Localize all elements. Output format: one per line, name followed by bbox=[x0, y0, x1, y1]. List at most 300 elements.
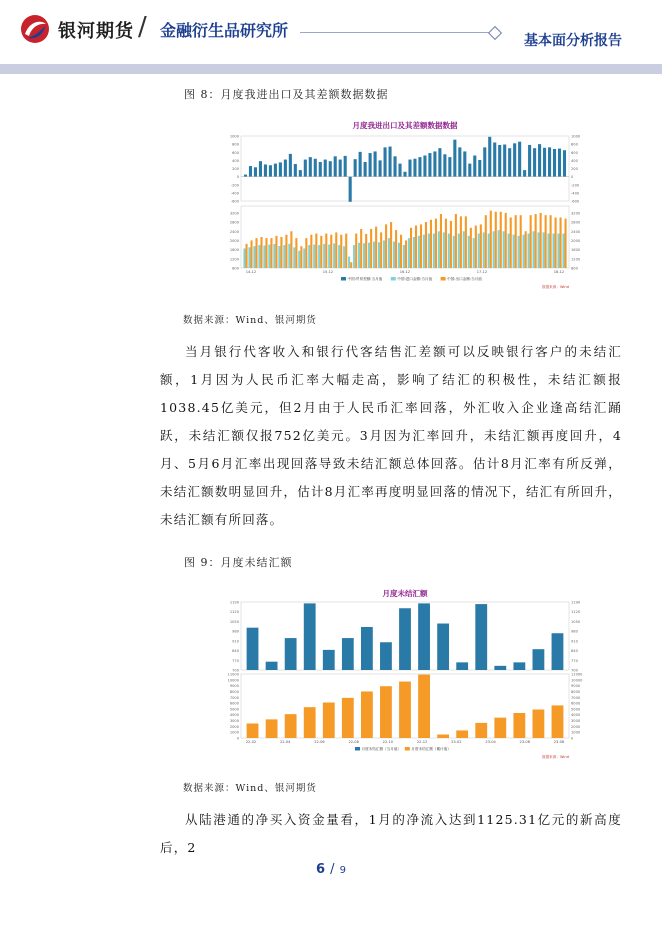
bar bbox=[360, 229, 362, 268]
y-tick-label-left: 700 bbox=[232, 668, 239, 673]
bar bbox=[385, 224, 387, 268]
bar bbox=[258, 245, 260, 268]
diamond-icon bbox=[488, 26, 502, 40]
bar bbox=[345, 234, 347, 268]
bar bbox=[300, 246, 302, 268]
bar bbox=[510, 217, 512, 268]
bar bbox=[438, 231, 440, 268]
bar bbox=[420, 224, 422, 268]
bar bbox=[513, 713, 525, 738]
x-tick-label: 22-12 bbox=[416, 740, 428, 744]
legend-label: 中国:贸易差额:当月值 bbox=[347, 277, 383, 281]
bar bbox=[523, 235, 525, 268]
y-tick-label-right: 1000 bbox=[571, 134, 581, 139]
bar bbox=[478, 234, 480, 268]
bar bbox=[557, 234, 559, 268]
y-tick-label-left: 8000 bbox=[229, 689, 239, 694]
y-tick-label-right: -200 bbox=[571, 183, 580, 188]
bar bbox=[299, 170, 302, 177]
bar bbox=[249, 166, 252, 177]
bar bbox=[393, 242, 395, 268]
bar bbox=[495, 212, 497, 268]
y-tick-label-left: 600 bbox=[232, 150, 239, 155]
bar bbox=[378, 242, 380, 268]
bar bbox=[428, 153, 431, 177]
bar bbox=[565, 219, 567, 268]
bar bbox=[266, 662, 278, 670]
bar bbox=[530, 215, 532, 268]
bar bbox=[430, 220, 432, 268]
y-tick-label-right: 800 bbox=[571, 142, 578, 147]
legend-label: 月度未结汇额（累计值） bbox=[411, 747, 451, 751]
bar bbox=[413, 159, 416, 177]
bar bbox=[515, 215, 517, 268]
bar bbox=[338, 245, 340, 268]
bar bbox=[361, 627, 373, 670]
figure9-source: 数据来源：Wind、银河期货 bbox=[183, 783, 317, 794]
bar bbox=[505, 213, 507, 268]
y-tick-label-left: 2400 bbox=[229, 229, 239, 234]
legend-swatch bbox=[355, 747, 360, 751]
bar bbox=[319, 162, 322, 177]
paragraph-2-text: 从陆港通的净买入资金量看，1月的净流入达到1125.31亿元的新高度后，2 bbox=[160, 812, 622, 855]
y-tick-label-left: 1190 bbox=[229, 600, 239, 605]
x-tick-label: 15-12 bbox=[322, 270, 334, 274]
bar bbox=[418, 603, 430, 670]
bar bbox=[455, 214, 457, 268]
bar bbox=[342, 698, 354, 738]
bar bbox=[528, 234, 530, 268]
y-tick-label-right: 3200 bbox=[571, 211, 581, 216]
y-tick-label-right: 9000 bbox=[571, 684, 581, 689]
bar bbox=[468, 164, 471, 177]
y-tick-label-left: 9000 bbox=[229, 684, 239, 689]
y-tick-label-right: 770 bbox=[571, 658, 578, 663]
bar bbox=[475, 604, 487, 670]
bar bbox=[344, 156, 347, 177]
bar bbox=[453, 140, 456, 177]
y-tick-label-left: 800 bbox=[232, 266, 239, 271]
bar bbox=[498, 145, 501, 177]
y-tick-label-left: 1000 bbox=[229, 730, 239, 735]
x-tick-label: 23-08 bbox=[553, 740, 565, 744]
x-tick-label: 16-12 bbox=[399, 270, 411, 274]
legend-swatch bbox=[405, 747, 410, 751]
bar bbox=[545, 215, 547, 268]
institute-name: 金融衍生品研究所 bbox=[160, 21, 289, 40]
legend-label: 中国:出口金额:当月值 bbox=[447, 277, 482, 281]
bar bbox=[508, 234, 510, 268]
y-tick-label-left: 840 bbox=[232, 649, 239, 654]
bar bbox=[304, 160, 307, 177]
bar bbox=[460, 216, 462, 268]
bar bbox=[395, 230, 397, 268]
y-tick-label-left: 0 bbox=[236, 175, 239, 180]
bar bbox=[518, 236, 520, 268]
page-header bbox=[0, 0, 662, 62]
bar bbox=[494, 718, 506, 738]
y-tick-label-right: 2400 bbox=[571, 229, 581, 234]
bar bbox=[369, 153, 372, 177]
bar bbox=[443, 154, 446, 176]
y-tick-label-left: 2000 bbox=[229, 238, 239, 243]
bar bbox=[354, 159, 357, 176]
bar bbox=[533, 649, 545, 670]
bar bbox=[494, 666, 506, 670]
bar bbox=[353, 245, 355, 268]
bar bbox=[304, 707, 316, 738]
bar bbox=[355, 234, 357, 268]
y-tick-label-left: -600 bbox=[230, 199, 239, 204]
bar bbox=[380, 642, 392, 670]
bar bbox=[333, 243, 335, 268]
y-tick-label-right: 2000 bbox=[571, 724, 581, 729]
bar bbox=[423, 235, 425, 268]
x-tick-label: 23-02 bbox=[451, 740, 462, 744]
x-tick-label: 17-12 bbox=[476, 270, 488, 274]
bar bbox=[560, 217, 562, 268]
bar bbox=[308, 245, 310, 268]
bar bbox=[528, 145, 531, 177]
bar bbox=[365, 234, 367, 268]
bar bbox=[410, 228, 412, 268]
y-tick-label-right: 1600 bbox=[571, 248, 581, 253]
y-tick-label-left: 7000 bbox=[229, 695, 239, 700]
y-tick-label-left: 800 bbox=[232, 142, 239, 147]
legend-swatch bbox=[441, 277, 446, 281]
x-tick-label: 14-12 bbox=[245, 270, 257, 274]
bar bbox=[473, 238, 475, 268]
y-tick-label-left: 3200 bbox=[229, 211, 239, 216]
bar bbox=[325, 234, 327, 268]
bar bbox=[405, 240, 407, 268]
bar bbox=[453, 236, 455, 268]
bar bbox=[384, 147, 387, 176]
bar bbox=[310, 235, 312, 268]
bar bbox=[533, 231, 535, 268]
bar bbox=[289, 154, 292, 177]
bar bbox=[483, 147, 486, 176]
figure8-chart bbox=[225, 118, 585, 296]
bar bbox=[555, 217, 557, 268]
y-tick-label-right: 1190 bbox=[571, 600, 581, 605]
y-tick-label-right: 600 bbox=[571, 150, 578, 155]
page-number bbox=[0, 858, 662, 877]
bar bbox=[279, 162, 282, 176]
y-tick-label-right: -400 bbox=[571, 191, 580, 196]
bar bbox=[418, 675, 430, 738]
figure9-chart bbox=[225, 586, 585, 762]
chart-source-note: 数据来源：Wind bbox=[541, 285, 569, 289]
bar bbox=[458, 147, 461, 176]
bar bbox=[328, 245, 330, 268]
bar bbox=[438, 148, 441, 176]
bar bbox=[552, 705, 564, 738]
y-tick-label-left: 980 bbox=[232, 629, 239, 634]
y-tick-label-left: 11000 bbox=[227, 672, 239, 677]
bar bbox=[263, 245, 265, 268]
y-tick-label-right: 1050 bbox=[571, 619, 581, 624]
x-tick-label: 22-02 bbox=[245, 740, 257, 744]
bar bbox=[562, 234, 564, 268]
bar bbox=[493, 231, 495, 268]
bar bbox=[537, 232, 539, 268]
bar bbox=[443, 232, 445, 268]
bar bbox=[456, 662, 468, 670]
bar bbox=[339, 160, 342, 177]
current-page: 6 bbox=[316, 862, 326, 877]
bar bbox=[247, 723, 259, 738]
bar bbox=[264, 164, 267, 176]
y-tick-label-right: 2800 bbox=[571, 220, 581, 225]
bar bbox=[503, 231, 505, 268]
bar bbox=[425, 222, 427, 268]
bar bbox=[315, 234, 317, 268]
report-type: 基本面分析报告 bbox=[524, 33, 622, 49]
chart-title: 月度我进出口及其差额数据数据 bbox=[352, 121, 458, 130]
bar bbox=[380, 232, 382, 268]
body-paragraph-1 bbox=[160, 338, 622, 534]
bar bbox=[513, 143, 516, 176]
figure9-caption: 图 9：月度未结汇额 bbox=[184, 556, 293, 569]
bar bbox=[553, 149, 556, 177]
bar bbox=[283, 245, 285, 268]
bar bbox=[370, 229, 372, 268]
bar bbox=[285, 714, 297, 738]
bar bbox=[403, 172, 406, 177]
bar bbox=[508, 148, 511, 176]
bar bbox=[523, 170, 526, 177]
y-tick-label-left: 910 bbox=[232, 639, 239, 644]
y-tick-label-right: 200 bbox=[571, 167, 578, 171]
y-tick-label-left: -400 bbox=[230, 191, 239, 196]
bar bbox=[248, 247, 250, 268]
bar bbox=[475, 723, 487, 738]
bar bbox=[285, 638, 297, 670]
y-tick-label-left: 4000 bbox=[229, 713, 239, 718]
bar bbox=[349, 177, 352, 202]
bar bbox=[298, 251, 300, 268]
x-tick-label: 22-04 bbox=[279, 740, 291, 744]
bar bbox=[244, 175, 247, 177]
y-tick-label-left: 1200 bbox=[229, 257, 239, 262]
page-separator: / bbox=[330, 862, 335, 877]
y-tick-label-right: 11000 bbox=[571, 672, 583, 677]
bar bbox=[415, 226, 417, 268]
paragraph-1-text: 当月银行代客收入和银行代客结售汇差额可以反映银行客户的未结汇额，1月因为人民币汇率大幅走高，影响了结汇的积极性，未结汇额报1038.45亿美元，但2月由于人民币汇率回落，外汇收入企业逢高结汇踊跃，未结汇额仅报752亿美元。3月因为汇率回升，未结汇额再度回升，4月、5月6月汇率出现回落导致未结汇额总体回落。估计8月汇率有所反弹，未结汇额数明显回升，估计8月汇率再度明显回落的情况下，结汇有所回升，未结汇额有所回落。 bbox=[160, 344, 622, 527]
bar bbox=[533, 148, 536, 176]
bar bbox=[437, 735, 449, 738]
bar bbox=[450, 221, 452, 268]
bar bbox=[433, 151, 436, 176]
bar bbox=[269, 165, 272, 176]
y-tick-label-right: 3000 bbox=[571, 719, 581, 724]
bar bbox=[247, 628, 259, 670]
bar bbox=[445, 219, 447, 268]
bar bbox=[418, 236, 420, 268]
bar bbox=[448, 157, 451, 177]
bar bbox=[363, 243, 365, 268]
bar bbox=[245, 244, 247, 268]
bar bbox=[290, 231, 292, 268]
bar bbox=[329, 161, 332, 176]
bar bbox=[358, 243, 360, 268]
bar bbox=[324, 160, 327, 177]
bar bbox=[361, 691, 373, 738]
bar bbox=[318, 245, 320, 268]
y-tick-label-right: 4000 bbox=[571, 713, 581, 718]
x-tick-label: 23-06 bbox=[519, 740, 531, 744]
bar bbox=[418, 157, 421, 177]
figure8-source: 数据来源：Wind、银河期货 bbox=[183, 315, 317, 326]
bar bbox=[475, 226, 477, 268]
bar bbox=[428, 234, 430, 268]
bar bbox=[388, 238, 390, 268]
bar bbox=[547, 234, 549, 268]
bar bbox=[253, 246, 255, 268]
y-tick-label-right: 2000 bbox=[571, 238, 581, 243]
bar bbox=[398, 164, 401, 177]
chart-source-note: 数据来源：Wind bbox=[541, 755, 569, 759]
bar bbox=[518, 142, 521, 177]
bar bbox=[456, 730, 468, 738]
bar bbox=[413, 237, 415, 268]
y-tick-label-right: 6000 bbox=[571, 701, 581, 706]
bar bbox=[284, 160, 287, 177]
bar bbox=[552, 234, 554, 268]
bar bbox=[340, 235, 342, 268]
bar bbox=[323, 244, 325, 268]
x-tick-label: 18-12 bbox=[553, 270, 565, 274]
bar bbox=[309, 157, 312, 177]
y-tick-label-right: 1120 bbox=[571, 610, 581, 615]
bar bbox=[435, 219, 437, 268]
bar bbox=[503, 145, 506, 177]
bar bbox=[552, 633, 564, 670]
bar bbox=[359, 152, 362, 177]
bar bbox=[348, 257, 350, 268]
bar bbox=[437, 624, 449, 670]
bar bbox=[320, 236, 322, 268]
bar bbox=[440, 214, 442, 268]
bar bbox=[304, 603, 316, 670]
bar bbox=[520, 215, 522, 268]
bar bbox=[268, 245, 270, 268]
bar bbox=[550, 215, 552, 268]
bar bbox=[323, 703, 335, 738]
bar bbox=[278, 246, 280, 268]
bar bbox=[433, 234, 435, 268]
bar bbox=[513, 662, 525, 670]
total-pages: 9 bbox=[339, 865, 346, 876]
y-tick-label-right: 910 bbox=[571, 639, 578, 644]
bar bbox=[483, 232, 485, 268]
bar bbox=[313, 245, 315, 268]
y-tick-label-right: 10000 bbox=[571, 678, 583, 683]
y-tick-label-right: 7000 bbox=[571, 695, 581, 700]
bar bbox=[533, 709, 545, 738]
y-tick-label-right: 1200 bbox=[571, 257, 581, 262]
y-tick-label-left: 3000 bbox=[229, 719, 239, 724]
bar bbox=[314, 159, 317, 177]
bar bbox=[243, 248, 245, 268]
y-tick-label-left: 200 bbox=[232, 167, 239, 171]
brand-name: 银河期货 bbox=[58, 21, 134, 42]
y-tick-label-left: 2000 bbox=[229, 724, 239, 729]
bar bbox=[373, 242, 375, 268]
bar bbox=[448, 234, 450, 268]
bar bbox=[465, 216, 467, 268]
y-tick-label-left: 1000 bbox=[229, 134, 239, 139]
bar bbox=[473, 156, 476, 177]
bar bbox=[399, 608, 411, 670]
bar bbox=[498, 230, 500, 268]
bar bbox=[334, 156, 337, 176]
bar bbox=[403, 245, 405, 268]
legend-swatch bbox=[391, 277, 396, 281]
bar bbox=[330, 235, 332, 268]
y-tick-label-right: 700 bbox=[571, 668, 578, 673]
bar bbox=[323, 650, 335, 670]
x-tick-label: 23-04 bbox=[485, 740, 496, 744]
header-band bbox=[0, 64, 662, 74]
legend-label: 月度未结汇额（当月值） bbox=[361, 747, 402, 751]
body-paragraph-2 bbox=[160, 806, 622, 862]
y-tick-label-right: 8000 bbox=[571, 689, 581, 694]
bar bbox=[255, 238, 257, 268]
y-tick-label-left: 0 bbox=[236, 736, 239, 741]
bar bbox=[458, 234, 460, 268]
figure8-svg bbox=[225, 118, 585, 296]
bar bbox=[375, 227, 377, 268]
y-tick-label-right: 980 bbox=[571, 629, 578, 634]
bar bbox=[490, 211, 492, 268]
y-tick-label-right: 400 bbox=[571, 158, 578, 163]
galaxy-logo-icon bbox=[20, 14, 50, 44]
bar bbox=[408, 238, 410, 268]
bar bbox=[389, 147, 392, 177]
y-tick-label-right: 800 bbox=[571, 266, 578, 271]
bar bbox=[350, 262, 352, 268]
bar bbox=[423, 156, 426, 177]
bar bbox=[463, 151, 466, 176]
bar bbox=[368, 243, 370, 268]
bar bbox=[275, 236, 277, 268]
bar bbox=[470, 228, 472, 268]
y-tick-label-left: 770 bbox=[232, 658, 239, 663]
bar bbox=[250, 240, 252, 268]
y-tick-label-right: 5000 bbox=[571, 707, 581, 712]
y-tick-label-left: 1120 bbox=[229, 610, 239, 615]
y-tick-label-right: 0 bbox=[571, 175, 574, 180]
bar bbox=[288, 244, 290, 268]
bar bbox=[280, 237, 282, 268]
bar bbox=[488, 234, 490, 268]
y-tick-label-right: 840 bbox=[571, 649, 578, 654]
bar bbox=[285, 235, 287, 268]
bar bbox=[408, 160, 411, 177]
bar bbox=[380, 686, 392, 738]
bar bbox=[295, 238, 297, 268]
bar bbox=[463, 231, 465, 268]
bar bbox=[343, 246, 345, 268]
bar bbox=[274, 164, 277, 177]
y-tick-label-right: 0 bbox=[571, 736, 574, 741]
bar bbox=[270, 238, 272, 268]
bar bbox=[259, 161, 262, 176]
y-tick-label-left: -200 bbox=[230, 183, 239, 188]
bar bbox=[379, 160, 382, 176]
